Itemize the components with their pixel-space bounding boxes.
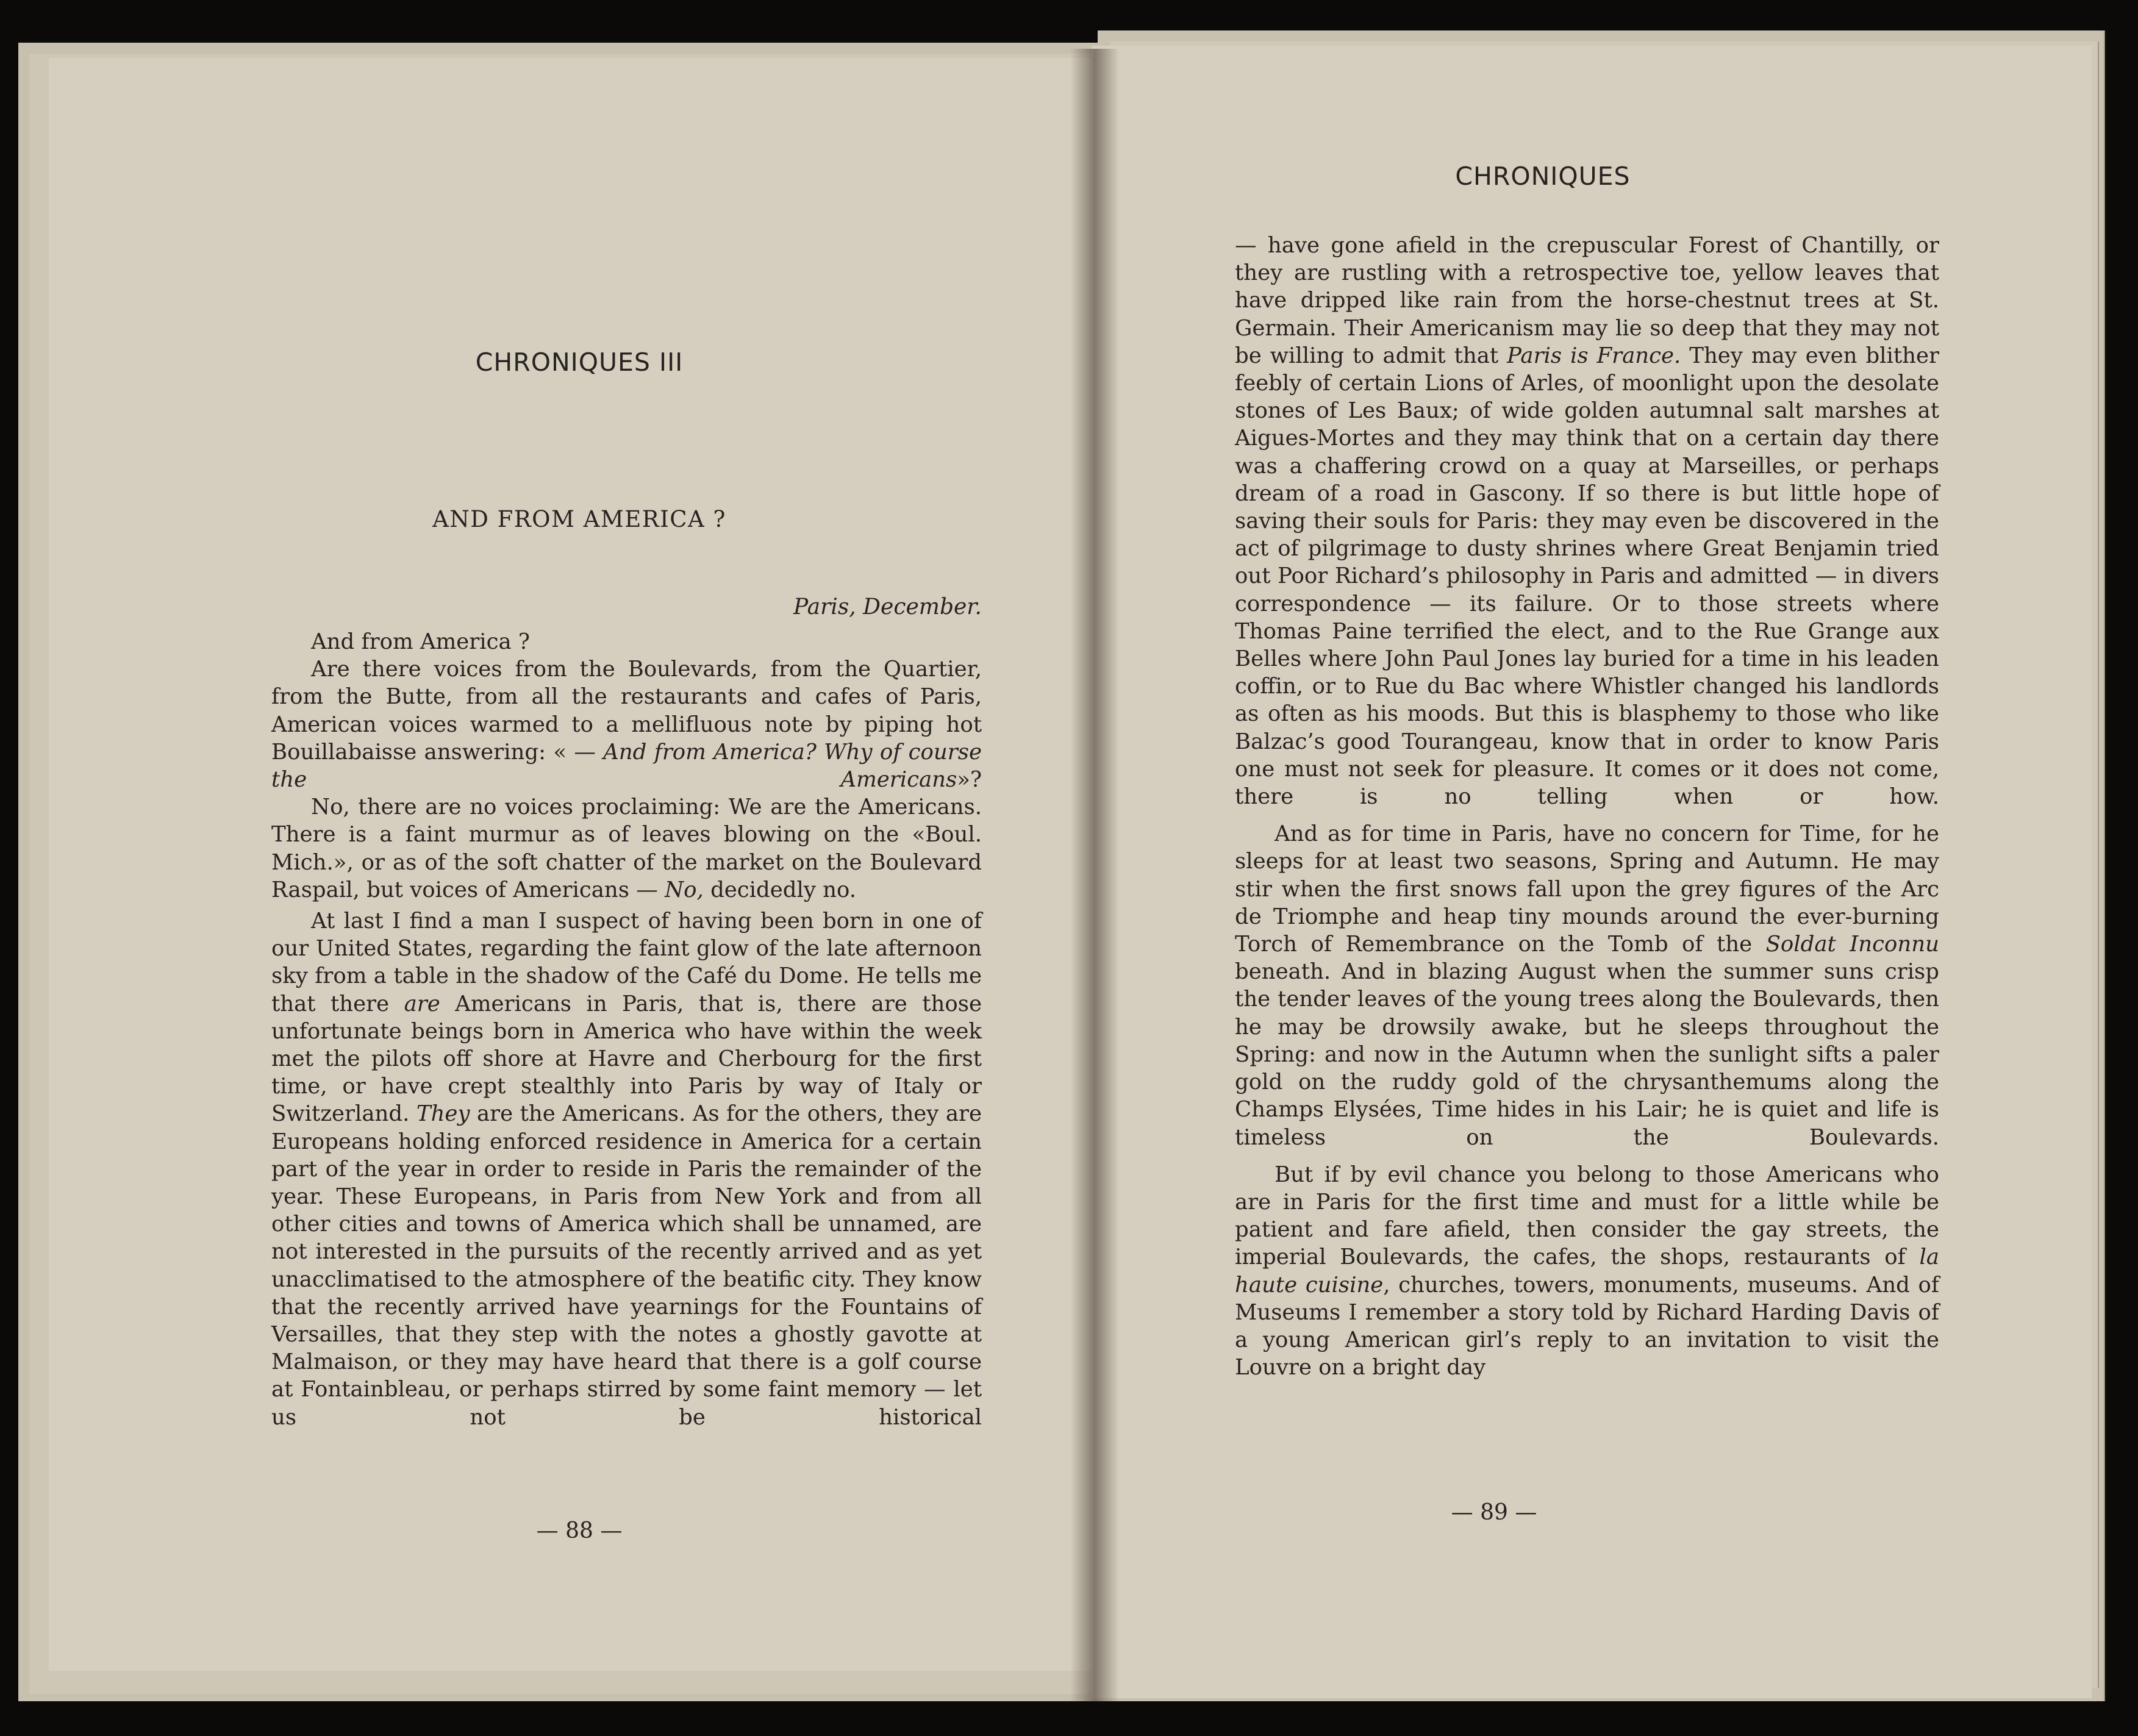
left-page	[49, 58, 1110, 1671]
paragraph: And as for time in Paris, have no concern for Time, for he sleeps for at least two seasons, Spring and Autumn. He may stir when the first snows fall upon the grey figures of the Arc de Triomphe and heap tiny mounds around the ever-burning Torch of Remembrance on the Tomb of the Soldat Inconnu beneath. And in blazing August when the summer suns crisp the tender leaves of the young trees along the Boulevards, then he may be drowsily awake, but he sleeps throughout the Spring: and now in the Autumn when the sunlight sifts a paler gold on the ruddy gold of the chrysanthemums along the Champs Elysées, Time hides in his Lair; he is quiet and life is timeless on the Boulevards.	[1235, 821, 1939, 1150]
paragraph: At last I find a man I suspect of having been born in one of our United States, regarding the faint glow of the late afternoon sky from a table in the shadow of the Café du Dome. He tells me that there are Americans in Paris, that is, there are those unfortunate beings born in America who have within the week met the pilots off shore at Havre and Cherbourg for the first time, or have crept stealthly into Paris by way of Italy or Switzerland. They are the Americans. As for the others, they are Europeans holding enforced residence in America for a certain part of the year in order to reside in Paris the remainder of the year. These Europeans, in Paris from New York and from all other cities and towns of America which shall be unnamed, are not interested in the pursuits of the recently arrived and as yet unacclimatised to the atmosphere of the beatific city. They know that the recently arrived have yearnings for the Fountains of Versailles, that they step with the notes a ghostly gavotte at Malmaison, or they may have heard that there is a golf course at Fontainbleau, or perhaps stirred by some faint memory — let us not be historical	[271, 909, 982, 1430]
book-gutter	[1070, 49, 1119, 1701]
page-number: — 89 —	[1451, 1500, 1537, 1525]
chapter-heading: CHRONIQUES III	[475, 348, 684, 377]
paragraph: Are there voices from the Boulevards, from the Quartier, from the Butte, from all the restaurants and cafes of Paris, American voices warmed to a mellifluous note by piping hot Bouillabaisse answering: « — And from America? Why of course the Americans»?	[271, 657, 982, 793]
place-date: Paris, December.	[793, 595, 982, 620]
paragraph: And from America ?	[311, 629, 530, 654]
page-number: — 88 —	[536, 1518, 623, 1543]
body-text	[271, 628, 982, 1431]
paragraph: But if by evil chance you belong to those Americans who are in Paris for the first time and must for a little while be patient and fare afield, then consider the gay streets, the imperial Boulevards, the cafes, the shops, restaurants of la haute cuisine, churches, towers, monuments, museums. And of Museums I remember a story told by Richard Harding Davis of a young American girl’s reply to an invitation to visit the Louvre on a bright day	[1235, 1162, 1939, 1381]
body-text	[1235, 232, 1939, 1381]
paragraph: No, there are no voices proclaiming: We are the Americans. There is a faint murmur as of leaves blowing on the «Boul. Mich.», or as of the soft chatter of the market on the Boulevard Raspail, but voices of Americans — No, decidedly no.	[271, 795, 982, 902]
running-head: CHRONIQUES	[1455, 162, 1631, 191]
right-page	[1092, 46, 2092, 1698]
paragraph: — have gone afield in the crepuscular Forest of Chantilly, or they are rustling with a retrospective toe, yellow leaves that have dripped like rain from the horse-chestnut trees at St. Germain. Their Americanism may lie so deep that they may not be willing to admit that Paris is France. They may even blither feebly of certain Lions of Arles, of moonlight upon the desolate stones of Les Baux; of wide golden autumnal salt marshes at Aigues-Mortes and they may think that on a certain day there was a chaffering crowd on a quay at Marseilles, or perhaps dream of a road in Gascony. If so there is but little hope of saving their souls for Paris: they may even be discovered in the act of pilgrimage to dusty shrines where Great Benjamin tried out Poor Richard’s philosophy in Paris and admitted — in divers correspondence — its failure. Or to those streets where Thomas Paine terrified the elect, and to the Rue Grange aux Belles where John Paul Jones lay buried for a time in his leaden coffin, or to Rue du Bac where Whistler changed his landlords as often as his moods. But this is blasphemy to those who like Balzac’s good Tourangeau, know that in order to know Paris one must not seek for pleasure. It comes or it does not come, there is no telling when or how.	[1235, 233, 1939, 810]
section-title: AND FROM AMERICA ?	[432, 506, 726, 532]
